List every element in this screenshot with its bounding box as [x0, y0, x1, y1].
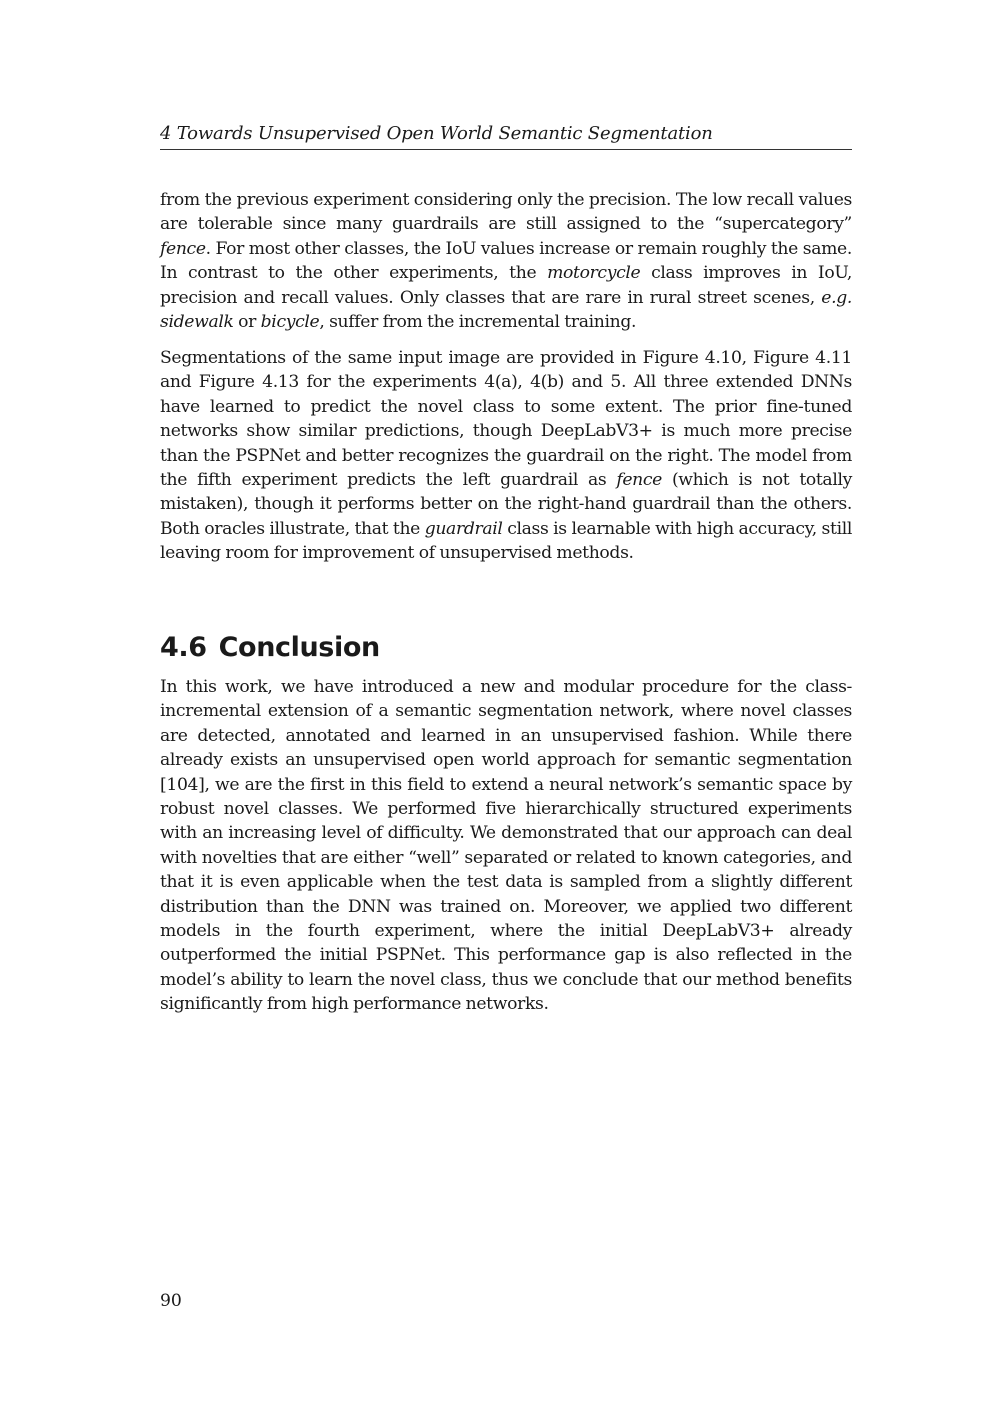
section-heading — [160, 628, 380, 668]
text-run: Segmentations of the same input image are provided in Figure 4.10, Figure 4.11 and Figure 4.13 for the experiments 4(a), 4(b) and 5. All three extended DNNs have learned to predict the novel class to some extent. The prior fine-tuned networks show similar predictions, though DeepLabV3+ is much more precise than the PSPNet and better recognizes the guardrail on the right. The model from the fifth experiment predicts the left guardrail as — [160, 348, 852, 491]
text-run: or — [233, 312, 261, 333]
italic-term-fence: fence — [616, 470, 662, 491]
italic-term-motorcycle: motorcycle — [547, 263, 641, 284]
italic-term-fence: fence — [160, 238, 206, 259]
section-title: Conclusion — [218, 632, 380, 664]
italic-term-guardrail: guardrail — [424, 518, 503, 539]
text-run: class improves in IoU, precision and recall values. Only classes that are rare in rural street scenes, — [160, 263, 852, 308]
running-header: 4 Towards Unsupervised Open World Semantic Segmentation — [160, 123, 713, 144]
text-run: (which is not totally mistaken), though it performs better on the right-hand guardrail than the others. Both oracles illustrate, that the — [160, 470, 852, 539]
paragraph-text — [160, 346, 852, 566]
paragraph-text: In this work, we have introduced a new and modular procedure for the class-incremental extension of a semantic segmentation network, where novel classes are detected, annotated and learned in an unsupervised fashion. While there already exists an unsupervised open world approach for semantic segmentation [104], we are the first in this field to extend a neural network’s semantic space by robust novel classes. We performed five hierarchically structured experiments with an increasing level of difficulty. We demonstrated that our approach can deal with novelties that are either “well” separated or related to known categories, and that it is even applicable when the test data is sampled from a slightly different distribution than the DNN was trained on. Moreover, we applied two different models in the fourth experiment, where the initial DeepLabV3+ already outperformed the initial PSPNet. This performance gap is also reflected in the model’s ability to learn the novel class, thus we conclude that our method benefits significantly from high performance networks. — [160, 677, 852, 1015]
header-rule — [160, 149, 852, 150]
text-run: , suffer from the incremental training. — [319, 312, 637, 333]
text-run: from the previous experiment considering only the precision. The low recall values are tolerable since many guardrails are still assigned to the “supercategory” — [160, 190, 852, 235]
page-number: 90 — [160, 1291, 182, 1311]
paragraph-segmentations — [160, 346, 852, 566]
paragraph-text — [160, 188, 852, 334]
italic-term-sidewalk: sidewalk — [160, 312, 234, 333]
paragraph-precision-recall — [160, 188, 852, 334]
text-run: class is learnable with high accuracy, still leaving room for improvement of unsupervised methods. — [160, 518, 853, 564]
text-run: . For most other classes, the IoU values increase or remain roughly the same. In contrast to the other experiments, the — [160, 238, 852, 284]
italic-term-bicycle: bicycle — [260, 312, 320, 333]
paragraph-conclusion — [160, 675, 852, 1017]
italic-term-eg: e.g. — [821, 287, 852, 308]
section-number: 4.6 — [160, 632, 207, 664]
